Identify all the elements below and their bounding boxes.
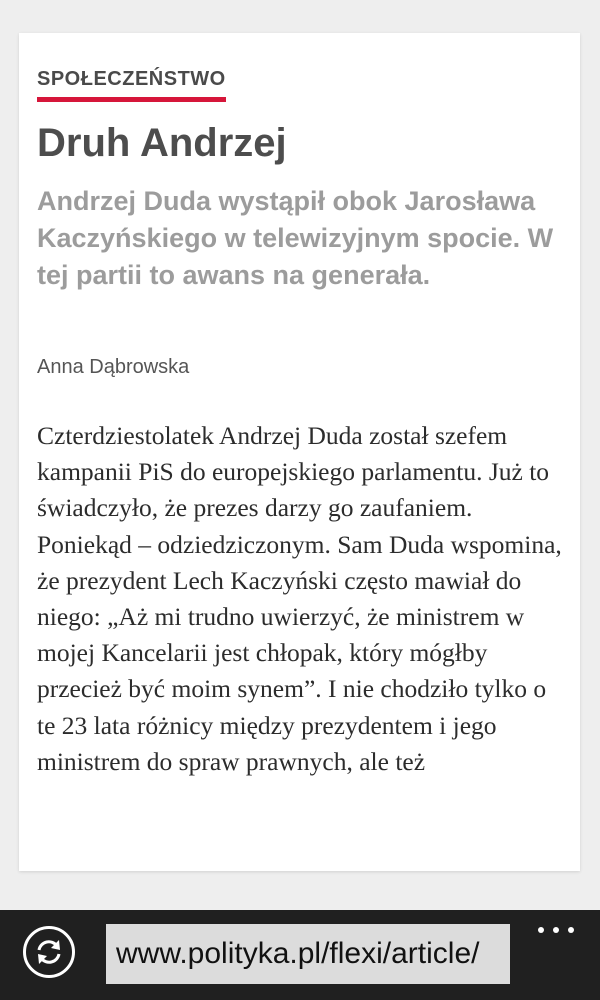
address-url: www.polityka.pl/flexi/article/ — [116, 937, 480, 970]
more-dots-icon — [553, 927, 559, 933]
article-card — [19, 33, 580, 871]
article-title: Druh Andrzej — [37, 121, 287, 165]
more-dots-icon — [568, 927, 574, 933]
more-menu-button[interactable] — [534, 918, 578, 942]
address-bar[interactable] — [106, 924, 510, 984]
more-dots-icon — [538, 927, 544, 933]
article-category[interactable]: SPOŁECZEŃSTWO — [37, 67, 226, 102]
browser-app-bar — [0, 910, 600, 1000]
article-author: Anna Dąbrowska — [37, 356, 190, 378]
article-body: Czterdziestolatek Andrzej Duda został szefem kampanii PiS do europejskiego parlamentu. Już to świadczyło, że prezes darzy go zaufaniem. Poniekąd – odziedziczonym. Sam Duda wspomina, że prezydent Lech Kaczyński często mawiał do niego: „Aż mi trudno uwierzyć, że ministrem w mojej Kancelarii jest chłopak, który mógłby przecież być moim synem”. I nie chodziło tylko o te 23 lata różnicy między prezydentem i jego ministrem do spraw prawnych, ale też — [37, 421, 562, 776]
article-lead: Andrzej Duda wystąpił obok Jarosława Kaczyńskiego w telewizyjnym spocie. W tej partii to awans na generała. — [37, 186, 554, 290]
refresh-icon — [34, 937, 64, 967]
refresh-button[interactable] — [23, 926, 75, 978]
